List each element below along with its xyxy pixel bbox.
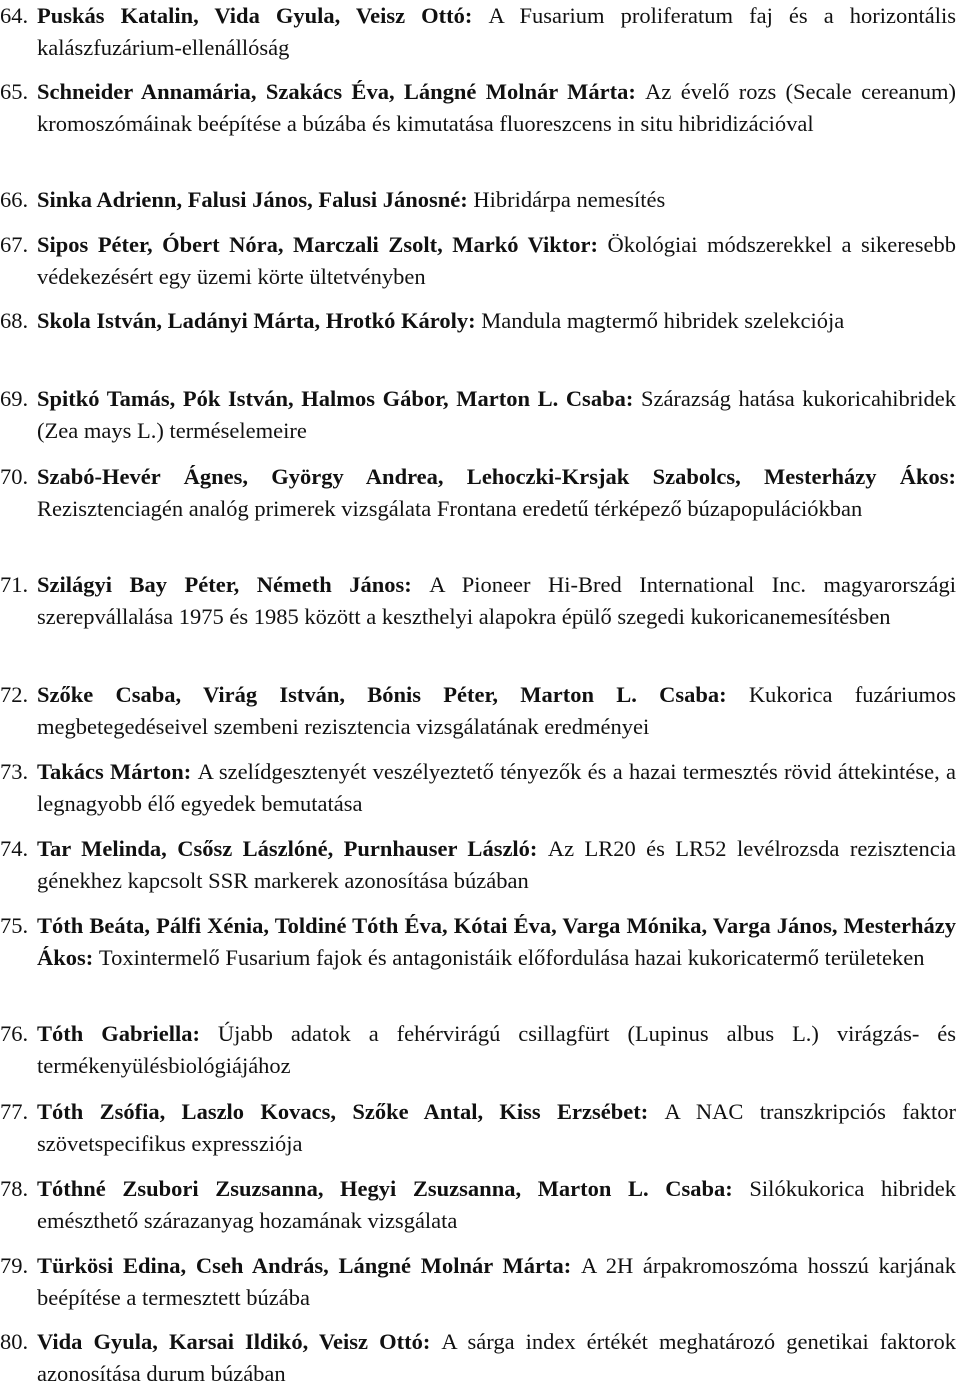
entry-number: 69. (0, 386, 29, 411)
entry-title: Az évelő rozs (Secale cereanum) kromoszómáinak beépítése a búzába és kimutatása fluoreszcens in situ hibridizációval (37, 79, 956, 136)
reference-entry-75 (0, 910, 956, 974)
reference-entry-77 (0, 1096, 956, 1160)
reference-entry-67 (0, 229, 956, 293)
entry-authors: Szőke Csaba, Virág István, Bónis Péter, Marton L. Csaba: (37, 682, 749, 707)
reference-entry-65 (0, 76, 956, 140)
entry-authors: Tóthné Zsubori Zsuzsanna, Hegyi Zsuzsanna, Marton L. Csaba: (37, 1176, 750, 1201)
entry-title: Újabb adatok a fehérvirágú csillagfürt (Lupinus albus L.) virágzás- és termékenyülésbiológiájához (37, 1021, 957, 1078)
entry-number: 70. (0, 464, 29, 489)
entry-number: 68. (0, 308, 29, 333)
entry-number: 75. (0, 913, 29, 938)
entry-number: 78. (0, 1176, 29, 1201)
reference-entry-66 (0, 184, 956, 216)
reference-entry-69 (0, 383, 956, 447)
entry-title: Mandula magtermő hibridek szelekciója (481, 308, 845, 333)
entry-number: 77. (0, 1099, 29, 1124)
entry-title: Ökológiai módszerekkel a sikeresebb védekezésért egy üzemi körte ültetvényben (37, 232, 956, 289)
entry-authors: Spitkó Tamás, Pók István, Halmos Gábor, Marton L. Csaba: (37, 386, 641, 411)
entry-title: Hibridárpa nemesítés (473, 187, 666, 212)
entry-title: Kukorica fuzáriumos megbetegedéseivel szembeni rezisztencia vizsgálatának eredményei (37, 682, 956, 739)
entry-title: A Pioneer Hi-Bred International Inc. magyarországi szerepvállalása 1975 és 1985 között a keszthelyi alapokra épülő szegedi kukoricanemesítésben (37, 572, 956, 629)
entry-number: 79. (0, 1253, 29, 1278)
reference-entry-79 (0, 1250, 956, 1314)
entry-title: A NAC transzkripciós faktor szövetspecifikus expressziója (37, 1099, 956, 1156)
entry-authors: Szilágyi Bay Péter, Németh János: (37, 572, 430, 597)
entry-title: A sárga index értékét meghatározó genetikai faktorok azonosítása durum búzában (37, 1329, 956, 1386)
entry-number: 64. (0, 3, 29, 28)
entry-authors: Tóth Zsófia, Laszlo Kovacs, Szőke Antal, Kiss Erzsébet: (37, 1099, 665, 1124)
entry-number: 76. (0, 1021, 29, 1046)
reference-entry-71 (0, 569, 956, 633)
entry-authors: Türkösi Edina, Cseh András, Lángné Molnár Márta: (37, 1253, 581, 1278)
entry-authors: Sinka Adrienn, Falusi János, Falusi Jánosné: (37, 187, 474, 212)
entry-authors: Tóth Beáta, Pálfi Xénia, Toldiné Tóth Éva, Kótai Éva, Varga Mónika, Varga János, Mesterházy Ákos: (37, 913, 956, 970)
entry-title: Silókukorica hibridek emészthető szárazanyag hozamának vizsgálata (37, 1176, 957, 1233)
reference-entry-76 (0, 1018, 956, 1082)
reference-entry-78 (0, 1173, 956, 1237)
entry-number: 74. (0, 836, 29, 861)
entry-authors: Vida Gyula, Karsai Ildikó, Veisz Ottó: (37, 1329, 442, 1354)
entry-authors: Sipos Péter, Óbert Nóra, Marczali Zsolt, Markó Viktor: (37, 232, 608, 257)
entry-title: A szelídgesztenyét veszélyeztető tényezők és a hazai termesztés rövid áttekintése, a legnagyobb élő egyedek bemutatása (37, 759, 957, 816)
reference-entry-74 (0, 833, 956, 897)
reference-entry-80 (0, 1326, 956, 1390)
entry-title: Szárazság hatása kukoricahibridek (Zea mays L.) terméselemeire (37, 386, 956, 443)
entry-number: 73. (0, 759, 29, 784)
entry-authors: Puskás Katalin, Vida Gyula, Veisz Ottó: (37, 3, 489, 28)
entry-authors: Szabó-Hevér Ágnes, György Andrea, Lehoczki-Krsjak Szabolcs, Mesterházy Ákos: (37, 464, 956, 489)
reference-entry-68 (0, 305, 956, 337)
entry-title: Az LR20 és LR52 levélrozsda rezisztencia génekhez kapcsolt SSR markerek azonosítása búzában (37, 836, 956, 893)
entry-number: 80. (0, 1329, 29, 1354)
entry-authors: Skola István, Ladányi Márta, Hrotkó Károly: (37, 308, 482, 333)
reference-entry-64 (0, 0, 956, 64)
reference-entry-73 (0, 756, 956, 820)
entry-authors: Tóth Gabriella: (37, 1021, 218, 1046)
entry-title: A Fusarium proliferatum faj és a horizontális kalászfuzárium-ellenállóság (37, 3, 956, 60)
entry-number: 65. (0, 79, 29, 104)
entry-title: A 2H árpakromoszóma hosszú karjának beépítése a termesztett búzába (37, 1253, 957, 1310)
entry-number: 71. (0, 572, 29, 597)
entry-number: 66. (0, 187, 29, 212)
entry-title: Toxintermelő Fusarium fajok és antagonistáik előfordulása hazai kukoricatermő területeken (98, 945, 925, 970)
entry-authors: Schneider Annamária, Szakács Éva, Lángné Molnár Márta: (37, 79, 646, 104)
entry-authors: Tar Melinda, Csősz Lászlóné, Purnhauser László: (37, 836, 548, 861)
reference-entry-70 (0, 461, 956, 525)
entry-number: 67. (0, 232, 29, 257)
entry-title: Rezisztenciagén analóg primerek vizsgálata Frontana eredetű térképező búzapopulációkban (37, 496, 863, 521)
entry-authors: Takács Márton: (37, 759, 198, 784)
entry-number: 72. (0, 682, 29, 707)
reference-entry-72 (0, 679, 956, 743)
